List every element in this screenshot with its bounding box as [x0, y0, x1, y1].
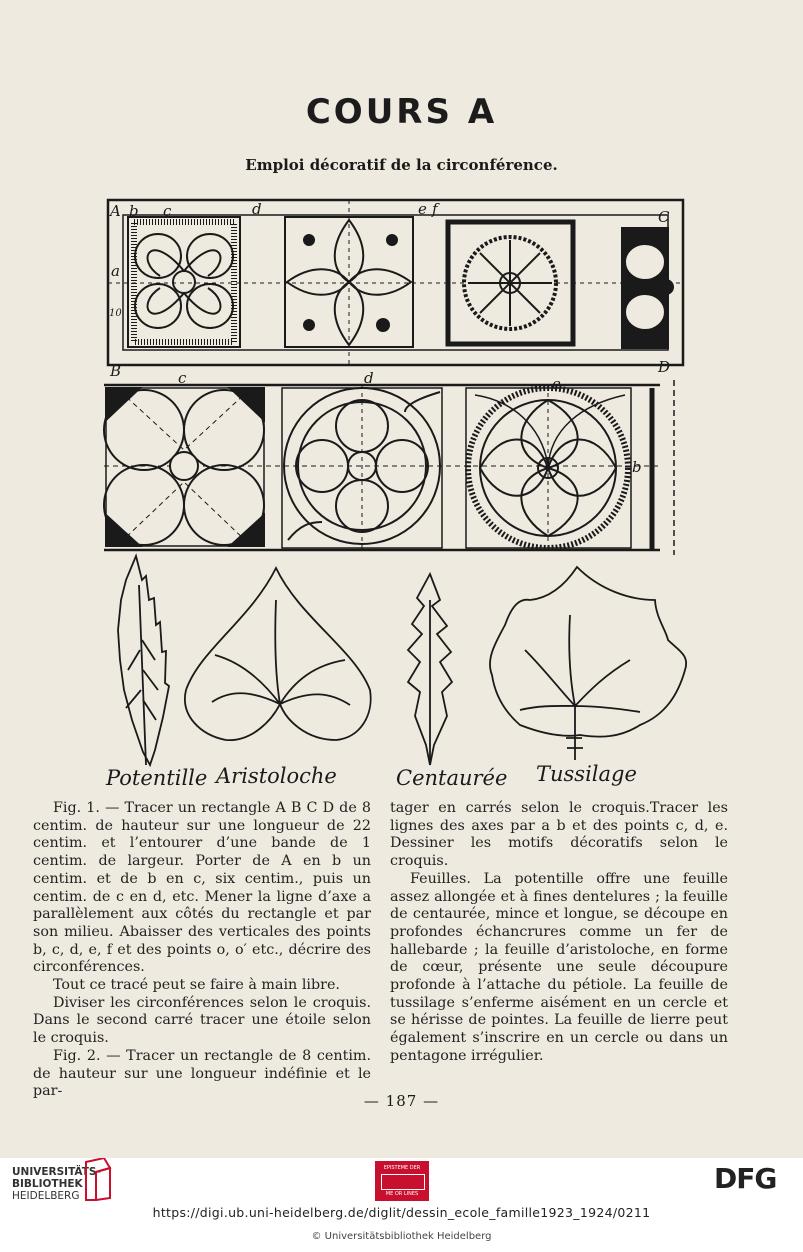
permalink-url[interactable]: https://digi.ub.uni-heidelberg.de/diglit/dessin_ecole_famille1923_1924/0211 — [152, 1205, 651, 1220]
heidicon-badge[interactable]: EPISTEME DER ME OR LINES — [375, 1161, 429, 1201]
label-10: 10 — [109, 308, 122, 319]
paragraph-fig1: Fig. 1. — Tracer un rectangle A B C D de 8 centim. de hauteur sur une longueur de 22 centim. et l’entourer d’une bande de 1 centim. de largeur. Porter de A en b un centim. et de b en c, six centim., puis un centim. de c en d, etc. Mener la ligne d’axe a parallèlement aux côtés du rectangle et par son milieu. Abaisser des verticales des points b, c, d, e, f et des points o, o′ etc., décrire des circonférences. — [33, 800, 371, 976]
library-name[interactable]: UNIVERSITÄTS- BIBLIOTHEK HEIDELBERG — [12, 1166, 101, 1202]
potentille-leaf — [118, 556, 169, 765]
paragraph-fig2-cont: tager en carrés selon le croquis.Tracer les lignes des axes par a b et des points c, d, e. Dessiner les motifs décoratifs selon le croquis. — [390, 800, 728, 870]
text-column-right — [390, 800, 728, 1066]
label-e: e — [418, 200, 427, 218]
label-row2-e: e — [552, 375, 561, 393]
leaf-label-potentille: Potentille — [106, 766, 208, 790]
leaf-label-tussilage: Tussilage — [536, 762, 637, 786]
text-column-left — [33, 800, 371, 1101]
label-b: b — [129, 202, 139, 220]
leaf-drawings — [118, 556, 686, 765]
aristoloche-leaf — [185, 568, 371, 740]
label-A: A — [110, 202, 121, 220]
digitization-footer — [0, 1158, 803, 1252]
label-row2-b: b — [632, 458, 642, 476]
tussilage-leaf — [490, 567, 686, 737]
university-logo-icon — [84, 1158, 114, 1202]
label-f: f — [432, 200, 438, 218]
paragraph-fig2: Fig. 2. — Tracer un rectangle de 8 centim. de hauteur sur une longueur indéfinie et le par- — [33, 1047, 371, 1100]
label-row2-c: c — [178, 369, 187, 387]
paragraph-circonferences: Diviser les circonférences selon le croquis. Dans le second carré tracer une étoile selon le croquis. — [33, 994, 371, 1047]
leaf-label-aristoloche: Aristoloche — [216, 764, 337, 788]
label-B: B — [110, 362, 122, 380]
label-a: a — [111, 262, 120, 280]
paragraph-main-libre: Tout ce tracé peut se faire à main libre. — [53, 977, 340, 994]
paragraph-feuilles: Feuilles. La potentille offre une feuille assez allongée et à fines dentelures ; la feuille de centaurée, mince et longue, se découpe en profondes échancrures comme un fer de hallebarde ; la feuille d’aristoloche, en forme de cœur, présente une seule découpure profonde à l’attache du pétiole. La feuille de tussilage s’enferme aisément en un cercle et se hérisse de pointes. La feuille de lierre peut également s’inscrire en un cercle ou dans un pentagone irrégulier. — [390, 870, 728, 1064]
label-row2-d: d — [364, 369, 374, 387]
leaf-label-centauree: Centaurée — [396, 766, 508, 790]
label-c: c — [163, 202, 172, 220]
label-d: d — [252, 200, 262, 218]
copyright-notice: © Universitätsbibliothek Heidelberg — [311, 1231, 492, 1242]
page-title: COURS A — [305, 92, 498, 132]
label-C: C — [658, 208, 670, 226]
page-number: — 187 — — [363, 1092, 440, 1110]
figure-1-band — [108, 200, 683, 365]
figure-2-band — [104, 380, 674, 555]
dfg-logo[interactable]: DFG — [714, 1162, 777, 1195]
label-D: D — [658, 358, 671, 376]
page-subtitle: Emploi décoratif de la circonférence. — [245, 156, 558, 174]
